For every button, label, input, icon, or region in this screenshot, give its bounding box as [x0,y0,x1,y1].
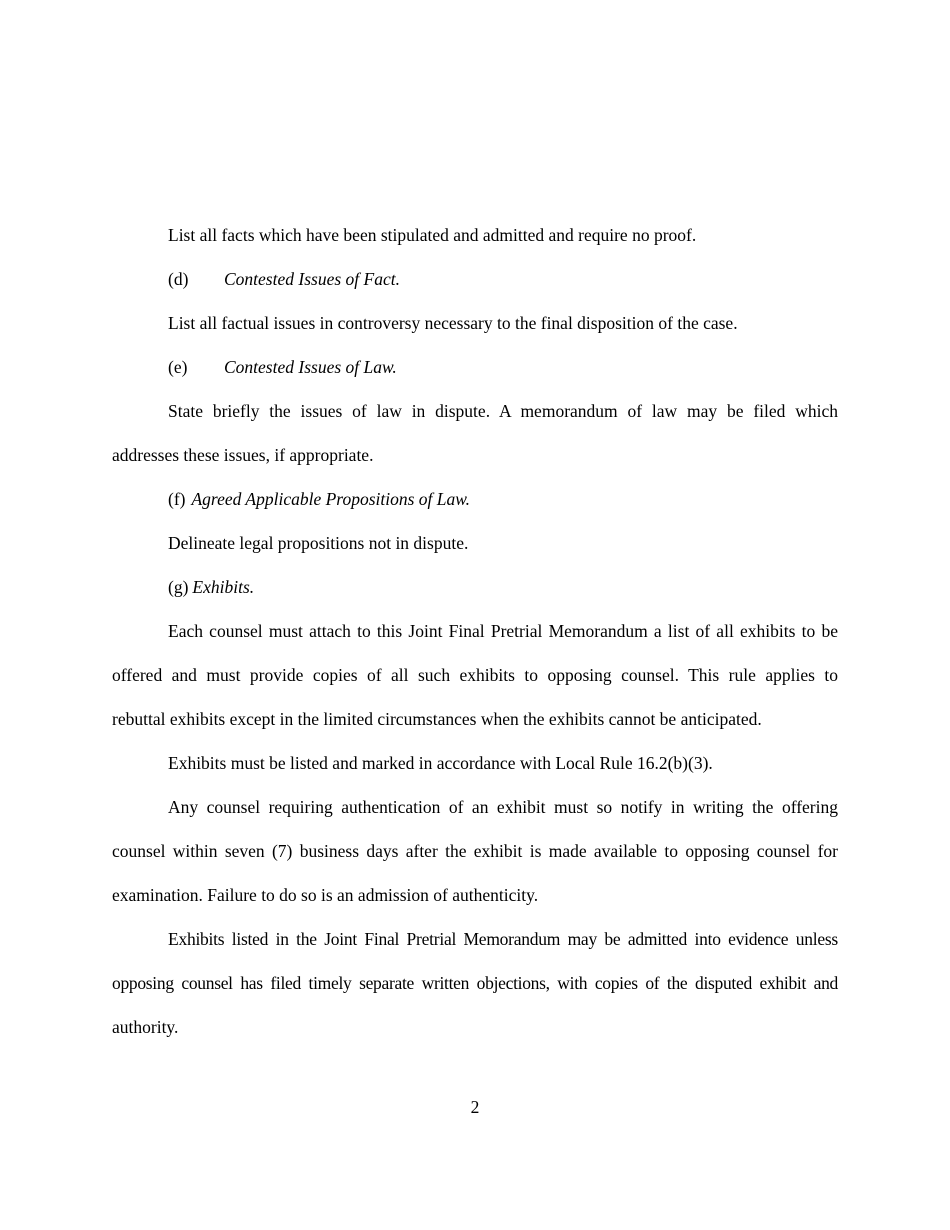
exhibits-para3-line-1: Any counsel requiring authentication of an exhibit must so notify in writing the offering [168,797,838,817]
document-page [112,0,838,1230]
exhibits-para1-line-2: offered and must provide copies of all such exhibits to opposing counsel. This rule applies to [112,665,838,685]
stipulated-facts-text: List all facts which have been stipulated and admitted and require no proof. [168,225,697,245]
section-f-heading [168,488,838,510]
section-e-body-line-2: addresses these issues, if appropriate. [112,445,374,465]
section-g-heading [168,576,838,598]
exhibits-para1-line-3: rebuttal exhibits except in the limited circumstances when the exhibits cannot be anticipated. [112,709,762,729]
section-d-body: List all factual issues in controversy necessary to the final disposition of the case. [168,313,738,333]
exhibits-para3-line-3: examination. Failure to do so is an admission of authenticity. [112,885,539,905]
section-f-title: Agreed Applicable Propositions of Law. [191,489,471,509]
section-g-title: Exhibits. [192,577,255,597]
section-e-label: (e) [168,357,188,377]
section-e-body-line-1: State briefly the issues of law in dispute. A memorandum of law may be filed which [168,401,838,421]
exhibits-para3-line-2: counsel within seven (7) business days after the exhibit is made available to opposing counsel for [112,841,838,861]
exhibits-para1-line-1: Each counsel must attach to this Joint Final Pretrial Memorandum a list of all exhibits to be [168,621,838,641]
exhibits-para2: Exhibits must be listed and marked in accordance with Local Rule 16.2(b)(3). [168,753,713,773]
section-e-title: Contested Issues of Law. [224,357,397,377]
exhibits-para4-line-3: authority. [112,1017,179,1037]
section-f-body: Delineate legal propositions not in dispute. [168,533,469,553]
section-f-label: (f) [168,489,186,509]
section-d-title: Contested Issues of Fact. [224,269,400,289]
exhibits-para4-line-1: Exhibits listed in the Joint Final Pretrial Memorandum may be admitted into evidence unless [168,929,838,949]
section-d-heading [168,268,838,290]
section-g-label: (g) [168,577,189,597]
exhibits-para4-line-2: opposing counsel has filed timely separate written objections, with copies of the disputed exhibit and [112,973,838,993]
section-e-heading [168,356,838,378]
page-number: 2 [470,1097,480,1117]
section-d-label: (d) [168,269,189,289]
